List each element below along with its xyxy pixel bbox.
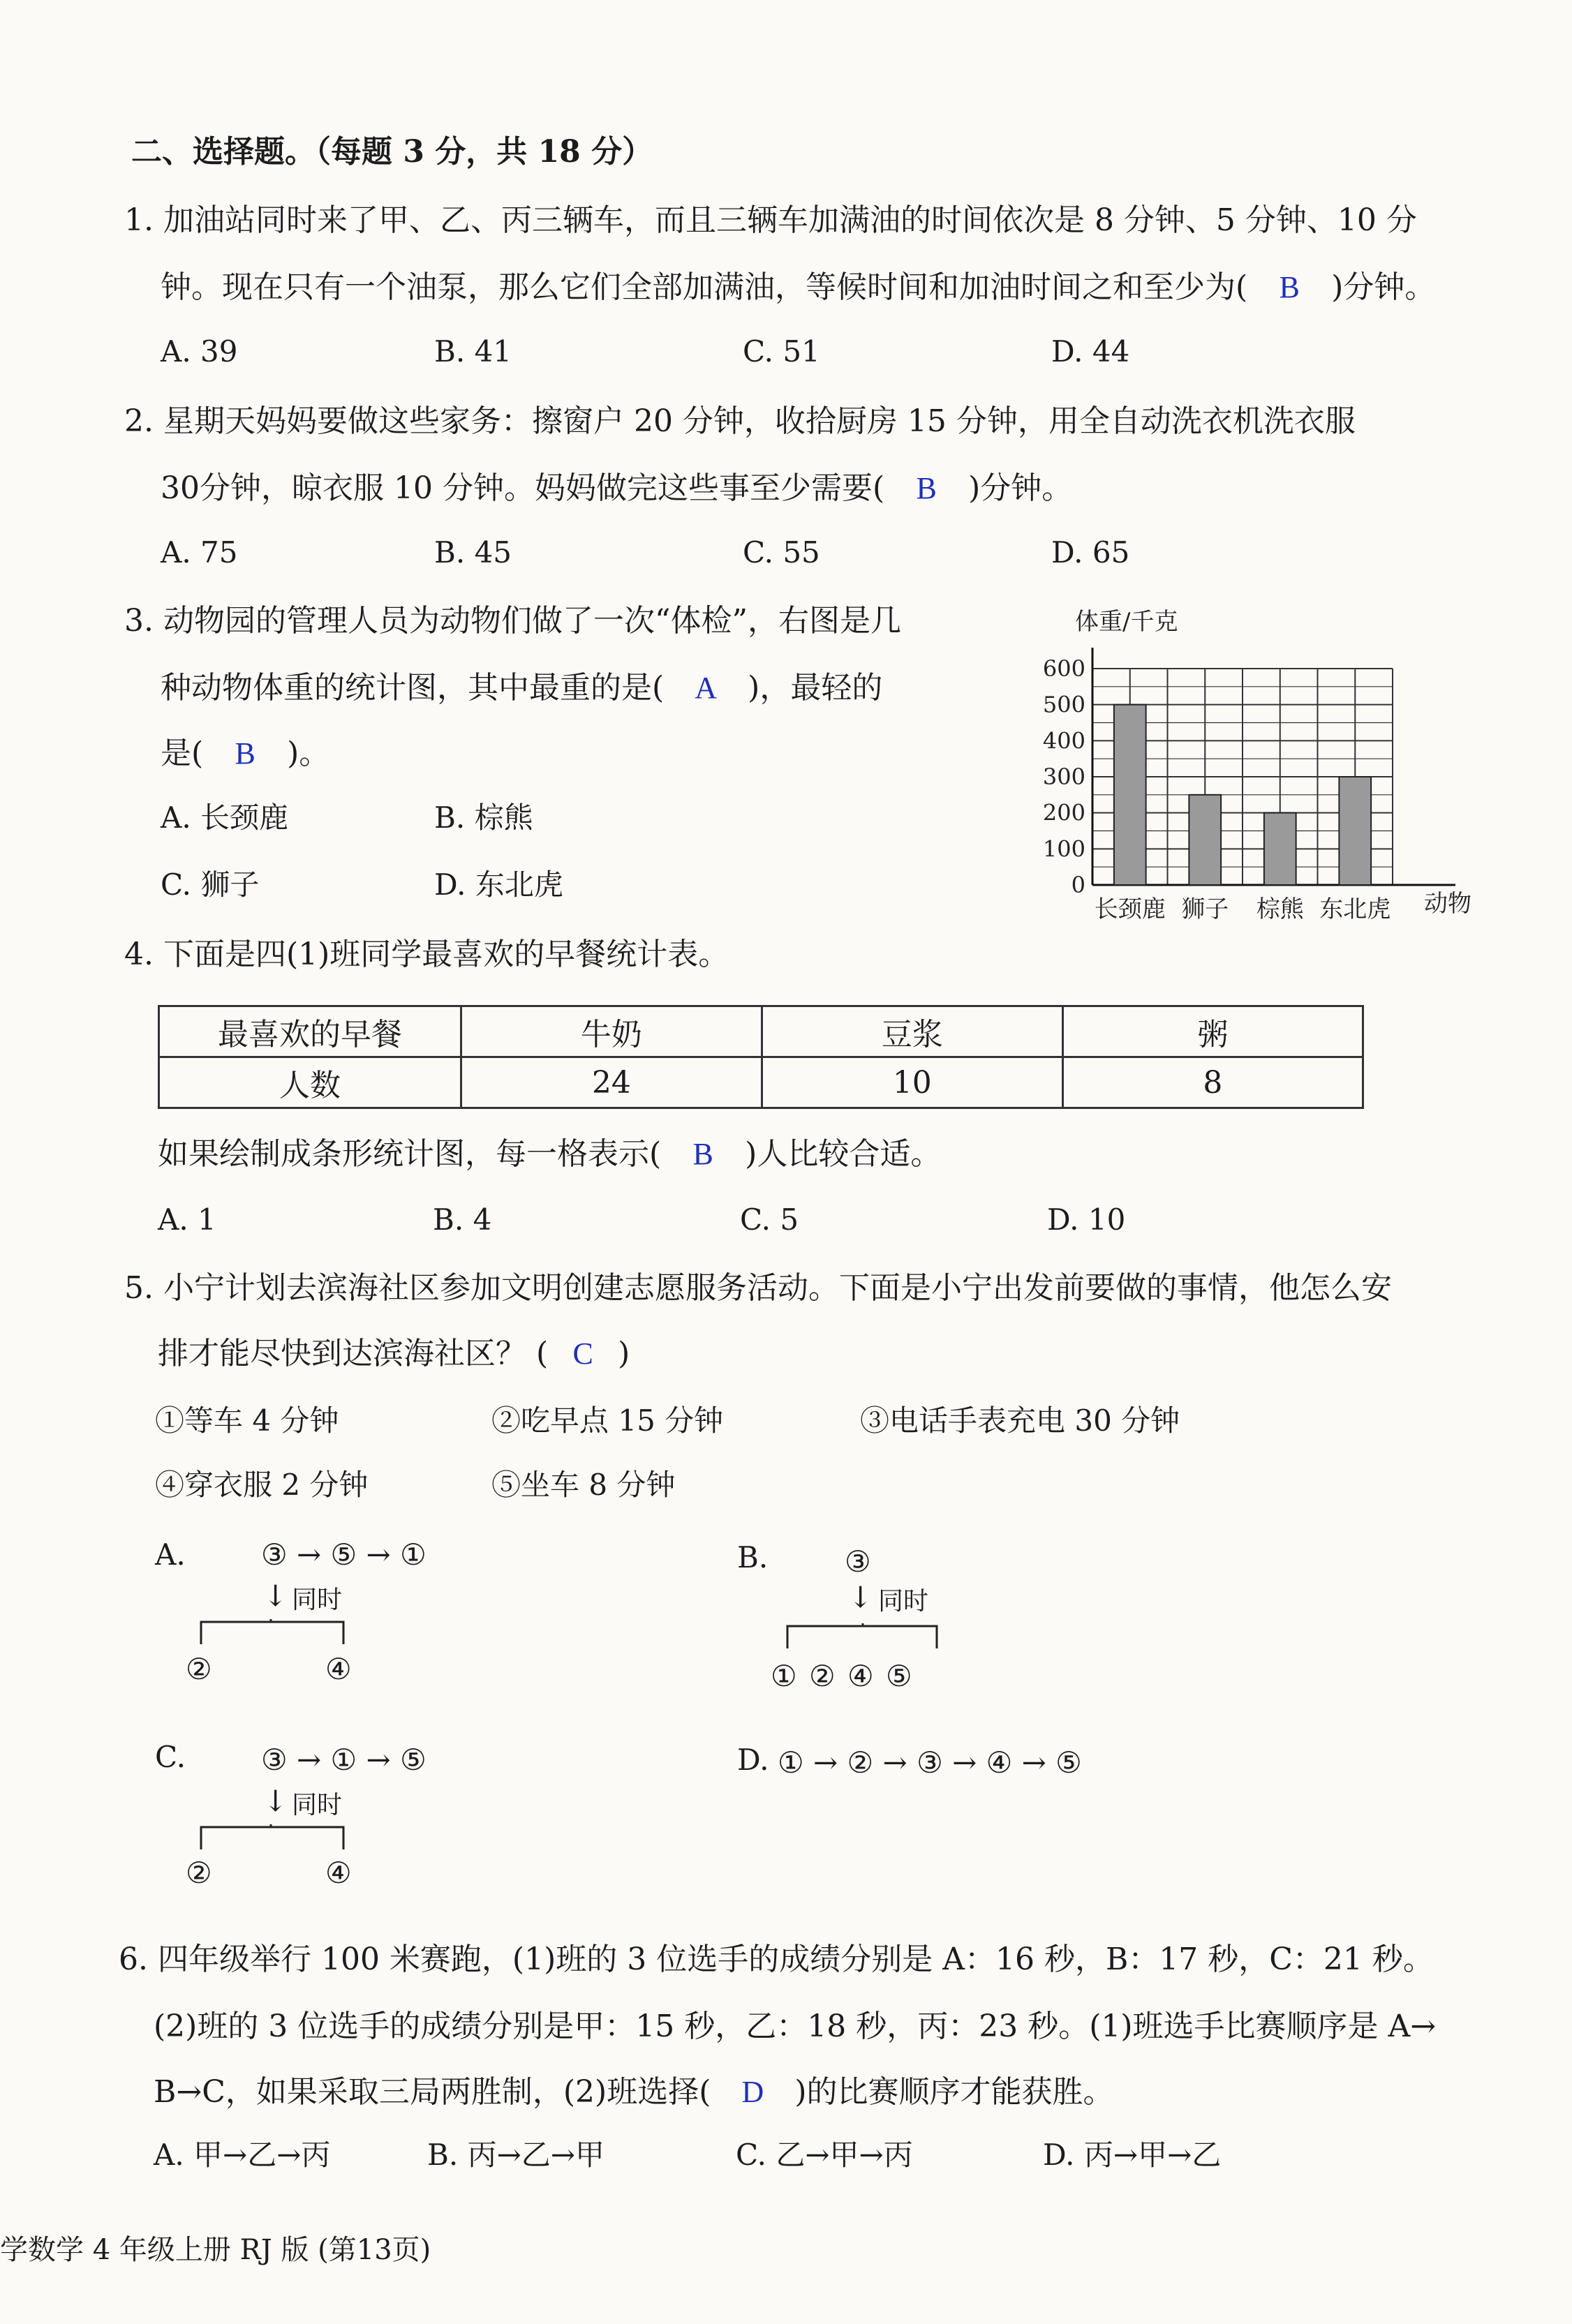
q5-opt-c-bracket <box>200 1824 346 1852</box>
q6-line3 <box>154 2071 1114 2113</box>
q2-line2-end: )分钟。 <box>968 470 1073 506</box>
q5-opt-b-top: ③ <box>845 1544 871 1579</box>
q5-line2 <box>158 1333 630 1375</box>
down-arrow-icon: ↓ <box>263 1784 288 1818</box>
q5-line2-text: 排才能尽快到达滨海社区？ ( <box>158 1336 549 1371</box>
down-arrow-icon: ↓ <box>263 1579 288 1613</box>
y-tick-label: 300 <box>1042 764 1085 790</box>
chart-ylabel: 体重/千克 <box>1075 608 1178 636</box>
q3-line3-text: 是( <box>161 736 204 771</box>
q2-option-a: A. 75 <box>161 535 238 569</box>
chart-xticks <box>1095 895 1391 923</box>
q5-opt-c-label: C. <box>155 1740 186 1774</box>
q4-answer: B <box>692 1137 713 1171</box>
q5-opt-a-right: ④ <box>325 1652 352 1686</box>
q2-line2-text: 30分钟，晾衣服 10 分钟。妈妈做完这些事至少需要( <box>161 470 885 506</box>
q5-opt-c-right: ④ <box>325 1856 352 1890</box>
bar-2 <box>1264 813 1296 885</box>
q1-line2-text: 钟。现在只有一个油泵，那么它们全部加满油，等候时间和加油时间之和至少为( <box>161 269 1248 305</box>
q5-line2-end: ) <box>618 1336 630 1371</box>
q5-task-1: ①等车 4 分钟 <box>155 1403 339 1438</box>
q5-opt-b-simul: 同时 <box>878 1587 929 1616</box>
q1-line2 <box>161 267 1435 308</box>
q1-answer: B <box>1279 270 1300 304</box>
y-tick-label: 100 <box>1042 835 1085 863</box>
q6-line1: 6. 四年级举行 100 米赛跑，(1)班的 3 位选手的成绩分别是 A：16 秒，B：17 秒，C：21 秒。 <box>119 1942 1434 1977</box>
y-tick-label: 400 <box>1042 727 1085 754</box>
q5-task-2: ②吃早点 15 分钟 <box>491 1403 724 1438</box>
q3-line2-end: )，最轻的 <box>748 670 883 706</box>
table-header-cell: 粥 <box>1062 1006 1363 1057</box>
table-header-cell: 牛奶 <box>461 1006 762 1057</box>
y-tick-label: 500 <box>1042 691 1085 718</box>
chart-xlabel: 动物 <box>1424 890 1471 918</box>
q6-option-b: B. 丙→乙→甲 <box>427 2138 605 2172</box>
q6-option-a: A. 甲→乙→丙 <box>154 2138 331 2172</box>
q4-line2-end: )人比较合适。 <box>745 1136 942 1172</box>
q5-opt-a-bracket <box>200 1619 346 1647</box>
q5-opt-d-label: D. <box>737 1743 769 1777</box>
y-tick-label: 600 <box>1042 655 1085 682</box>
q5-opt-b-bracket <box>786 1623 940 1651</box>
q4-line1: 4. 下面是四(1)班同学最喜欢的早餐统计表。 <box>124 937 729 972</box>
q3-line1: 3. 动物园的管理人员为动物们做了一次“体检”，右图是几 <box>124 603 901 639</box>
q3-answer-lightest: B <box>235 736 255 770</box>
q1-option-a: A. 39 <box>161 334 238 368</box>
table-cell: 人数 <box>159 1057 461 1108</box>
q2-answer: B <box>916 471 937 505</box>
q5-task-5: ⑤坐车 8 分钟 <box>491 1468 676 1502</box>
table-header-cell: 豆浆 <box>762 1006 1062 1057</box>
q3-line3-end: )。 <box>287 736 330 771</box>
q6-option-c: C. 乙→甲→丙 <box>736 2138 913 2172</box>
q5-opt-a-chain: ③ → ⑤ → ① <box>261 1537 427 1572</box>
q4-option-c: C. 5 <box>740 1202 799 1237</box>
table-header-row <box>159 1006 1363 1057</box>
table-header-cell: 最喜欢的早餐 <box>159 1006 461 1057</box>
q4-line2-text: 如果绘制成条形统计图，每一格表示( <box>158 1136 662 1172</box>
x-tick-label: 狮子 <box>1181 895 1229 923</box>
q5-opt-c-simul: 同时 <box>292 1791 343 1819</box>
q4-option-d: D. 10 <box>1047 1202 1126 1237</box>
q2-option-b: B. 45 <box>434 535 512 569</box>
q3-option-d: D. 东北虎 <box>434 867 563 902</box>
q1-option-d: D. 44 <box>1051 334 1130 368</box>
q6-option-d: D. 丙→甲→乙 <box>1043 2138 1222 2172</box>
q2-line1: 2. 星期天妈妈要做这些家务：擦窗户 20 分钟，收拾厨房 15 分钟，用全自动洗衣机洗衣服 <box>124 403 1356 439</box>
chart-yticks <box>1043 655 1085 898</box>
q1-line1: 1. 加油站同时来了甲、乙、丙三辆车，而且三辆车加满油的时间依次是 8 分钟、5 分钟、10 分 <box>124 202 1417 238</box>
weight-bar-chart <box>1005 593 1494 928</box>
table-row <box>159 1057 1363 1108</box>
q3-line2-text: 种动物体重的统计图，其中最重的是( <box>161 670 665 706</box>
q3-line3 <box>161 733 329 775</box>
q4-option-a: A. 1 <box>158 1202 216 1237</box>
table-cell: 24 <box>461 1057 762 1108</box>
q5-opt-d-chain: ① → ② → ③ → ④ → ⑤ <box>778 1745 1082 1780</box>
q4-option-b: B. 4 <box>433 1202 492 1237</box>
q2-line2 <box>161 468 1072 509</box>
q5-task-3: ③电话手表充电 30 分钟 <box>860 1403 1180 1438</box>
table-cell: 8 <box>1062 1057 1363 1108</box>
q2-option-d: D. 65 <box>1051 535 1130 569</box>
q6-line3-end: )的比赛顺序才能获胜。 <box>794 2074 1114 2110</box>
q3-option-b: B. 棕熊 <box>434 800 533 835</box>
q6-answer: D <box>741 2075 764 2109</box>
q3-option-c: C. 狮子 <box>161 867 260 902</box>
x-tick-label: 长颈鹿 <box>1094 895 1166 923</box>
table-cell: 10 <box>762 1057 1062 1108</box>
q3-answer-heaviest: A <box>695 671 718 705</box>
q5-opt-b-label: B. <box>737 1540 769 1574</box>
down-arrow-icon: ↓ <box>848 1580 873 1614</box>
bar-3 <box>1339 777 1371 885</box>
q5-task-4: ④穿衣服 2 分钟 <box>155 1468 369 1502</box>
q1-line2-end: )分钟。 <box>1331 269 1436 305</box>
q5-opt-c-left: ② <box>186 1856 212 1890</box>
q5-opt-a-label: A. <box>155 1537 186 1572</box>
q3-option-a: A. 长颈鹿 <box>161 800 289 835</box>
q5-opt-b-items: ① ② ④ ⑤ <box>771 1659 914 1693</box>
x-tick-label: 棕熊 <box>1256 895 1304 923</box>
q5-opt-a-simul: 同时 <box>292 1586 343 1614</box>
page-footer: 学数学 4 年级上册 RJ 版 (第13页) <box>0 2234 431 2266</box>
q6-line3-text: B→C，如果采取三局两胜制，(2)班选择( <box>154 2074 711 2110</box>
q5-answer: C <box>572 1336 593 1371</box>
section-title: 二、选择题。（每题 3 分，共 18 分） <box>131 134 653 170</box>
bar-0 <box>1114 705 1146 885</box>
q1-option-b: B. 41 <box>434 334 512 368</box>
q3-line2 <box>161 667 882 709</box>
bar-1 <box>1189 795 1221 885</box>
breakfast-table <box>158 1005 1364 1109</box>
q5-opt-a-left: ② <box>186 1652 212 1686</box>
q4-line2 <box>158 1133 941 1175</box>
q5-line1: 5. 小宁计划去滨海社区参加文明创建志愿服务活动。下面是小宁出发前要做的事情，他怎么安 <box>124 1270 1392 1306</box>
y-tick-label: 200 <box>1042 799 1085 826</box>
y-tick-label: 0 <box>1071 872 1085 898</box>
q5-opt-c-chain: ③ → ① → ⑤ <box>261 1743 427 1777</box>
q1-option-c: C. 51 <box>743 334 820 368</box>
x-tick-label: 东北虎 <box>1319 895 1391 923</box>
q2-option-c: C. 55 <box>743 535 820 569</box>
q6-line2: (2)班的 3 位选手的成绩分别是甲：15 秒，乙：18 秒，丙：23 秒。(1)班选手比赛顺序是 A→ <box>154 2009 1437 2044</box>
